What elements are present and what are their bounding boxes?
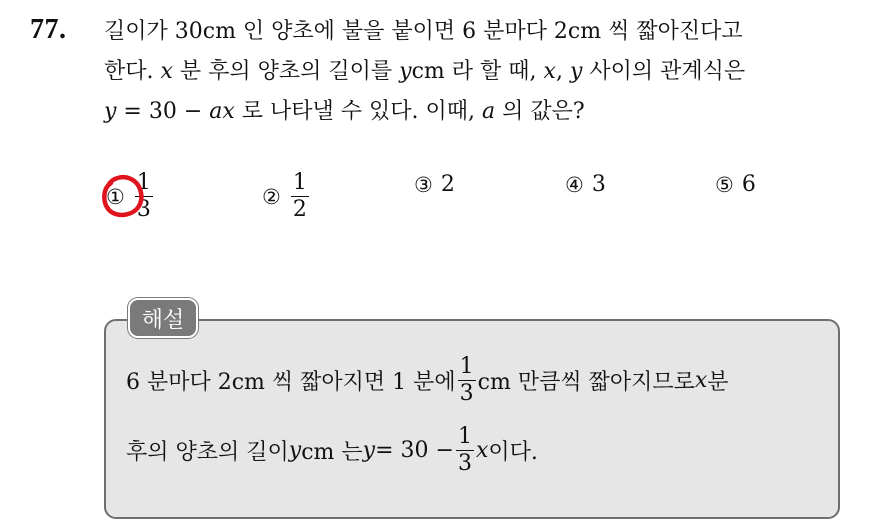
- explanation-fraction-2: $\frac{1}{3}$: [457, 424, 472, 476]
- explanation-tag: 해설: [128, 298, 198, 338]
- choice-3-value: 2: [440, 172, 455, 197]
- choice-1-fraction: $\frac{1}{3}$: [136, 170, 151, 222]
- choice-3[interactable]: [414, 172, 455, 197]
- explanation-line-2: 후의 양초의 길이 y cm 는 y = 30 − $\frac{1}{3}$ x 이다.: [126, 424, 538, 476]
- explanation-line-1: 6 분마다 2cm 씩 짧아지면 1 분에 $\frac{1}{3}$ cm 만큼씩 짧아지므로 x 분: [126, 354, 729, 406]
- choice-4-mark: ④: [565, 172, 584, 197]
- question-text-line-1: 길이가 30cm 인 양초에 불을 붙이면 6 분마다 2cm 씩 짧아진다고: [104, 19, 743, 44]
- choice-4[interactable]: [565, 172, 606, 197]
- question-text-line-3: y = 30 − ax 로 나타낼 수 있다. 이때, a 의 값은?: [104, 99, 585, 124]
- choice-1-mark: ①: [106, 184, 125, 209]
- question-number: 77.: [30, 14, 67, 45]
- choice-5[interactable]: [715, 172, 756, 197]
- choice-4-value: 3: [591, 172, 606, 197]
- question-text-line-2: 한다. x 분 후의 양초의 길이를 ycm 라 할 때, x, y 사이의 관계식은: [104, 59, 746, 84]
- choice-5-mark: ⑤: [715, 172, 734, 197]
- choice-3-mark: ③: [414, 172, 433, 197]
- explanation-fraction-1: $\frac{1}{3}$: [459, 354, 474, 406]
- choice-2[interactable]: [262, 172, 311, 221]
- choice-1[interactable]: [106, 172, 155, 221]
- choice-2-mark: ②: [262, 184, 281, 209]
- choice-5-value: 6: [741, 172, 756, 197]
- explanation-box: [104, 319, 840, 519]
- choice-2-fraction: $\frac{1}{2}$: [292, 170, 307, 222]
